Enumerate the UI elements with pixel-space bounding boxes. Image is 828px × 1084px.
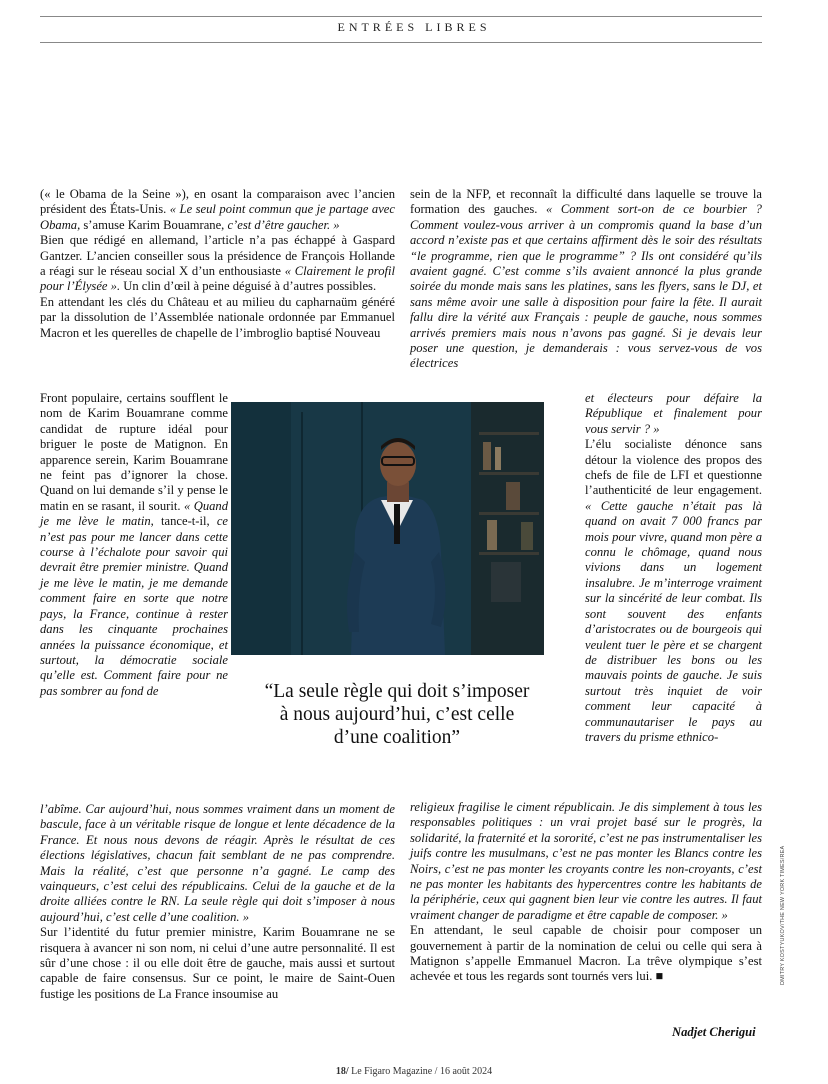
paragraph: En attendant, le seul capable de choisir pour composer un gouvernement à partir de la nomination de celui ou celle qui sera à Matignon s’appelle Emmanuel Macron. La trêve olympique s’est achevée et tous les regards sont tournés vers lui. ■ (410, 923, 762, 984)
paragraph: l’abîme. Car aujourd’hui, nous sommes vraiment dans un moment de bascule, face à un véritable risque de longue et lente décadence de la France. Et nous nous devons de réagir. Après le résultat de ces élections législatives, chacun fait semblant de ne pas comprendre. Mais la réalité, c’est que personne n’a gagné. Le camp des vainqueurs, c’est celui des républicains. Celui de la gauche et de la droite alliées contre le RN. La seule règle qui doit s’imposer à nous aujourd’hui, c’est celle d’une coalition. » (40, 802, 395, 924)
paragraph: sein de la NFP, et reconnaît la difficulté dans laquelle se trouve la formation des gauches. « Comment sort-on de ce bourbier ? Comment voulez-vous arriver à un compromis quand la base d’un accord n’existe pas et que certains affirment dès le soir des résultats “le programme, rien que le programme” ? Ils ont considéré qu’ils avaient gagné. C’est comme s’ils avaient annoncé la plus grande soirée du monde mais sans les platines, sans les flyers, sans le DJ, et sans même avoir une salle à disposition pour faire la fête. Il aurait fallu dire la vérité aux Français : peuple de gauche, nous sommes arrivés premiers mais nous n’avons pas gagné. Si je devais leur poser une question, je demanderais : vous servez-vous de vos électrices (410, 187, 762, 371)
paragraph: Front populaire, certains soufflent le nom de Karim Bouamrane comme candidat de rupture idéal pour briguer le poste de Matignon. En apparence serein, Karim Bouamrane ne feint pas d’ignorer la chose. Quand on lui demande s’il y pense le matin en se rasant, il sourit. « Quand je me lève le matin, tance-t-il, ce n’est pas pour me lancer dans cette course à l’échalote pour savoir qui devrait être premier ministre. Quand je me lève le matin, je me demande comment faire en sorte que notre pays, la France, continue à rester dans les cinquante prochaines années la puissance économique, et surtout, la démocratie sociale qu’elle est. Comment faire pour ne pas sombrer au fond de (40, 391, 229, 698)
column-1-wrap (40, 391, 228, 699)
byline: Nadjet Cherigui (672, 1025, 756, 1039)
header-rule-top (40, 16, 762, 17)
paragraph: et électeurs pour défaire la République et finalement pour vous servir ? » (585, 391, 762, 436)
paragraph: En attendant les clés du Château et au milieu du capharnaüm généré par la dissolution de l’Assemblée nationale ordonnée par Emmanuel Macron et les querelles de chapelle de l’imbroglio baptisé Nouveau (40, 294, 395, 340)
portrait-illustration (231, 402, 544, 655)
header-rule-bottom (40, 42, 762, 43)
paragraph: Sur l’identité du futur premier ministre, Karim Bouamrane ne se risquera à avancer ni son nom, ni celui d’une autre personnalité. Il est sûr d’une chose : il ou elle doit être de gauche, mais aussi et surtout capable de faire consensus. Sur ce point, le maire de Saint-Ouen fustige les positions de La France insoumise au (40, 925, 395, 1001)
paragraph: Bien que rédigé en allemand, l’article n’a pas échappé à Gaspard Gantzer. L’ancien conseiller sous la présidence de François Hollande a réagi sur le réseau social X d’un enthousiaste « Clairement le profil pour l’Élysée ». Un clin d’œil à peine déguisé à d’autres possibles. (40, 233, 395, 294)
column-1-top (40, 187, 395, 341)
photo-credit: DMITRY KOSTYUKOV/THE NEW YORK TIMES/REA (780, 845, 786, 985)
column-2-top (410, 187, 762, 372)
column-1-bottom (40, 802, 395, 1002)
paragraph: (« le Obama de la Seine »), en osant la comparaison avec l’ancien président des États-Unis. « Le seul point commun que je partage avec Obama, s’amuse Karim Bouamrane, c’est d’être gaucher. » (40, 187, 395, 232)
page-number: 18/ (335, 1066, 349, 1077)
column-2-wrap (585, 391, 762, 745)
paragraph: religieux fragilise le ciment républicain. Je dis simplement à tous les responsables politiques : un vrai projet basé sur le progrès, la solidarité, la fraternité et la sororité, c’est ne pas instrumentaliser les juifs contre les musulmans, c’est ne pas monter les Blancs contre les Noirs, c’est ne pas monter les croyants contre les non-croyants, c’est ne pas monter les habitants des hypercentres contre les habitants de la périphérie, ceux qui gagnent bien leur vie contre les autres. Il faut vraiment changer de paradigme et être capable de composer. » (410, 800, 762, 922)
publication-info: Le Figaro Magazine / 16 août 2024 (348, 1066, 493, 1077)
page-footer (0, 1066, 828, 1077)
section-header: ENTRÉES LIBRES (337, 20, 491, 34)
paragraph: L’élu socialiste dénonce sans détour la violence des propos des chefs de file de LFI et questionne l’authenticité de leur engagement. « Cette gauche n’était pas là quand on avait 7 000 francs par mois pour vivre, quand mon père a connu le chômage, quand nous vivions dans un logement insalubre. Je m’interroge vraiment sur la sincérité de leur combat. Ils sont souvent des enfants d’aristocrates ou de bourgeois qui veulent tuer le père et se chargent de distribuer les bons ou les mauvais points de gauche. Je suis surtout très inquiet de voir comment leur capacité à communautariser le pays au travers du prisme ethnico- (585, 437, 762, 744)
portrait-photo (231, 402, 544, 655)
column-2-bottom (410, 800, 762, 985)
pull-quote: “La seule règle qui doit s’imposer à nous aujourd’hui, c’est celle d’une coalition” (264, 681, 530, 748)
